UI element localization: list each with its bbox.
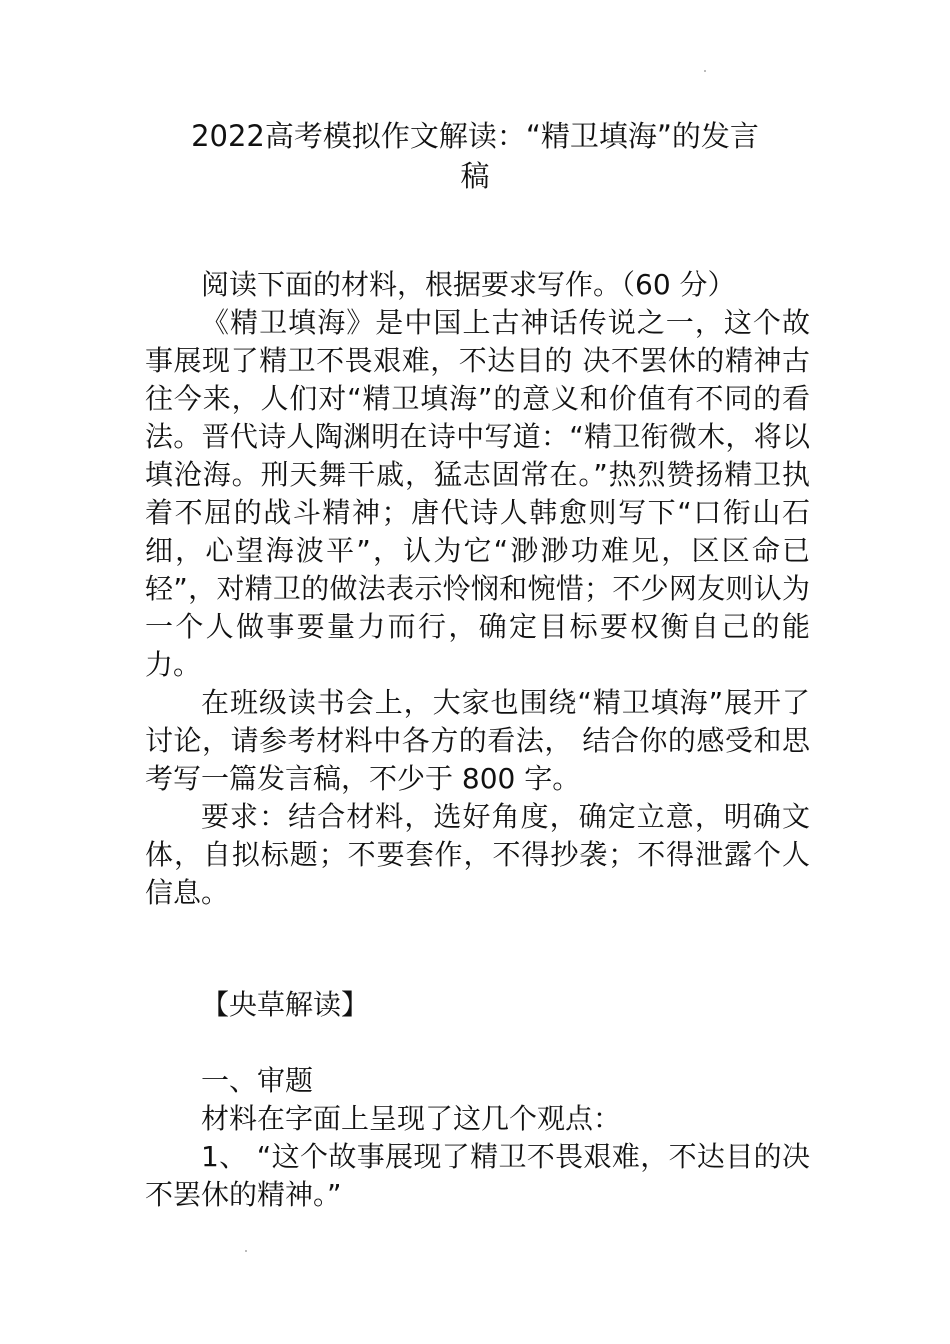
prompt-intro: 阅读下面的材料，根据要求写作。（60 分） <box>201 268 736 301</box>
title-line-1: 2022高考模拟作文解读：“精卫填海”的发言 <box>191 119 759 153</box>
prompt-material <box>145 266 810 912</box>
material-paragraph-1: 《精卫填海》是中国上古神话传说之一，这个故事展现了精卫不畏艰难，不达目的 决不罢休的精神古往今来，人们对“精卫填海”的意义和价值有不同的看法。晋代诗人陶渊明在诗中写道：“精卫衔微木，将以填沧海。刑天舞干戚，猛志固常在。”热烈赞扬精卫执着不屈的战斗精神；唐代诗人韩愈则写下“口衔山石细，心望海波平”，认为它“渺渺功难见，区区命已轻”，对精卫的做法表示怜悯和惋惜；不少网友则认为一个人做事要量力而行，确定目标要权衡自己的能力。 <box>145 306 810 681</box>
analysis-point-1: 1、 “这个故事展现了精卫不畏艰难，不达目的决不罢休的精神。” <box>145 1140 810 1211</box>
document-title <box>180 116 770 196</box>
spacer <box>145 1024 810 1062</box>
scan-speck <box>704 70 706 72</box>
material-paragraph-2: 在班级读书会上，大家也围绕“精卫填海”展开了讨论，请参考材料中各方的看法， 结合你的感受和思考写一篇发言稿，不少于 800 字。 <box>145 686 810 795</box>
title-line-2: 稿 <box>460 159 490 193</box>
subheading-review: 一、审题 <box>201 1064 314 1097</box>
scan-speck <box>245 1250 247 1252</box>
requirements-paragraph: 要求：结合材料，选好角度，确定立意，明确文体，自拟标题；不要套作，不得抄袭；不得泄露个人信息。 <box>145 800 810 909</box>
analysis-section <box>145 986 810 1214</box>
analysis-intro: 材料在字面上呈现了这几个观点： <box>201 1102 622 1135</box>
section-heading: 【央草解读】 <box>201 988 370 1021</box>
